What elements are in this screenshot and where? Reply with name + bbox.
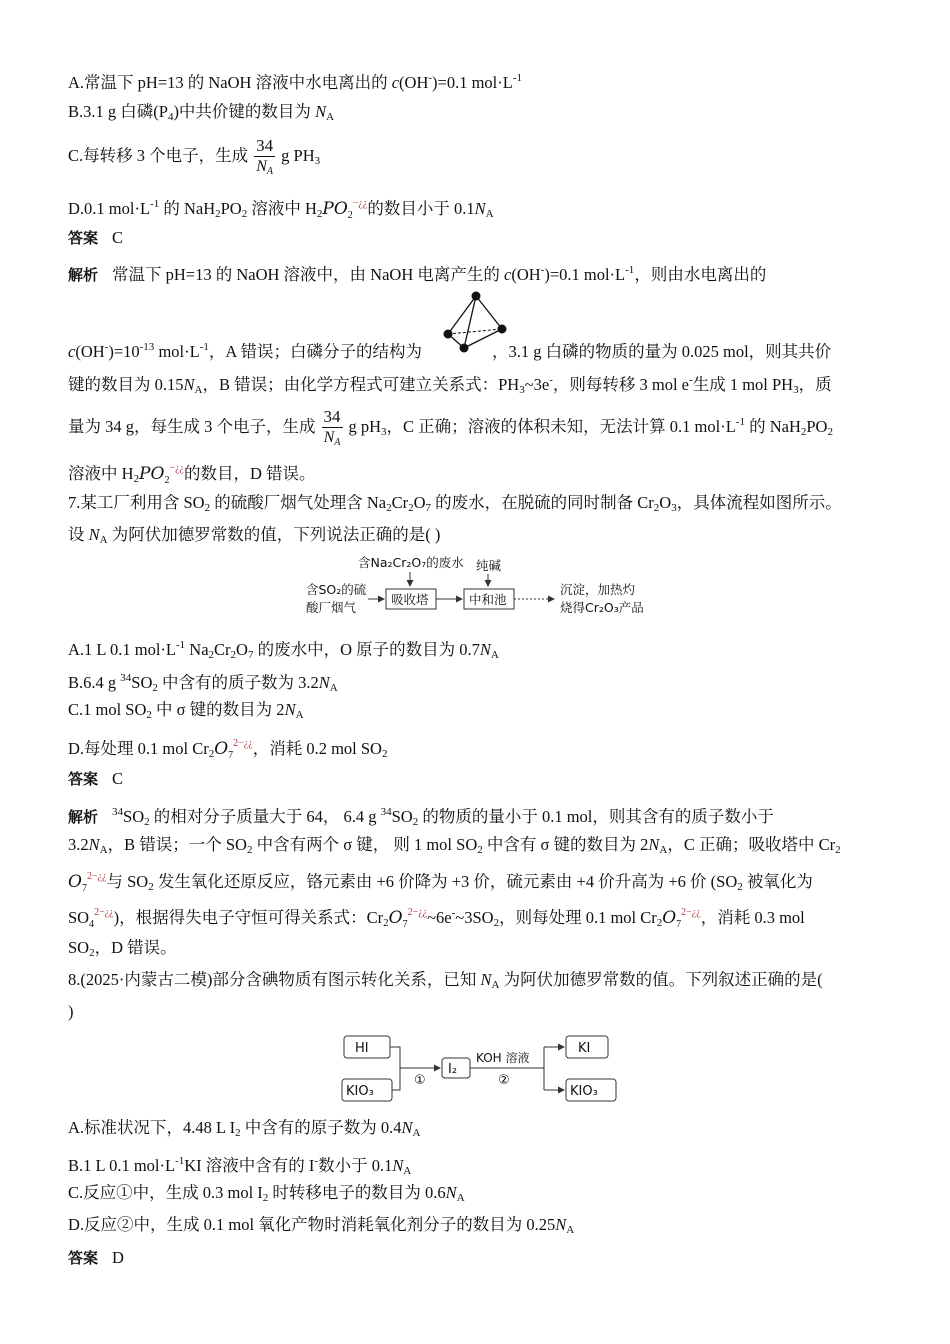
q7-explanation-line4: $SO_4^{2-¿¿}$)，根据得失电子守恒可得关系式：$Cr_2O_7^{2-¿¿}\sim 6e^-\sim 3SO_2$，则每处理 0.1 mol $Cr_2O_7^{2-¿¿}$，消耗 0.3 mol [68, 907, 805, 930]
q6-option-d: D.0.1 $mol\cdot L^{-1}$ 的 $NaH_2PO_2$ 溶液中 $H_2PO_2^{-¿¿}$的数目小于 $0.1N_A$ [68, 198, 494, 221]
flow-gas-label: 含SO₂的硫 [306, 582, 367, 597]
q8-stem-line2: ) [68, 1002, 74, 1021]
q7-stem-line2: 设 $N_A$ 为阿伏加德罗常数的值，下列说法正确的是( ) [68, 525, 441, 546]
flow-soda-label: 纯碱 [476, 558, 502, 573]
ki-label: KI [578, 1041, 591, 1056]
kio3-product-label: KIO₃ [570, 1084, 598, 1099]
q8-answer: 答案 D [68, 1248, 124, 1267]
i2-label: I₂ [448, 1062, 458, 1077]
q6-explanation-line3: 键的数目为 $0.15N_A$，B 错误；由化学方程式可建立关系式：$PH_3\sim 3e^-$，则每转移 3 mol e-生成 1 mol $PH_3$，质 [68, 374, 832, 396]
p-atom [472, 292, 481, 301]
q6-explanation-line1: 解析 常温下 pH=13 的 NaOH 溶液中，由 NaOH 电离产生的 c(OH-)=0.1 $mol\cdot L^{-1}$，则由水电离出的 [68, 264, 767, 284]
q7-option-c: C.1 mol $SO_2$ 中 σ 键的数目为 $2N_A$ [68, 700, 304, 721]
reagent-label: KOH 溶液 [476, 1051, 530, 1065]
step1-label: ① [414, 1073, 426, 1088]
p-bond [476, 296, 502, 329]
hi-label: HI [355, 1041, 369, 1056]
q7-option-b: B.6.4 g $^{34}SO_2$ 中含有的质子数为 $3.2N_A$ [68, 672, 338, 694]
step2-label: ② [498, 1073, 510, 1088]
q8-option-b: B.1 L 0.1 $mol\cdot L^{-1}KI$ 溶液中含有的 I-数小于 $0.1N_A$ [68, 1155, 412, 1177]
q7-answer: 答案 C [68, 769, 124, 788]
fraction: $\frac{34}{N_A}$ [256, 136, 274, 178]
flow-wastewater-label: 含Na₂Cr₂O₇的废水 [358, 555, 464, 570]
q7-option-a: A.1 L 0.1 $mol\cdot L^{-1}$ $Na_2Cr_2O_7$ 的废水中，O 原子的数目为 $0.7N_A$ [68, 639, 499, 661]
q6-option-b: B.3.1 g 白磷$(P_4)$中共价键的数目为 $N_A$ [68, 102, 335, 123]
flow-pool-label: 中和池 [469, 592, 507, 607]
q6-explanation-line2: $c(OH^-)=10^{-13}$ $mol\cdot L^{-1}$，A 错误；白磷分子的结构为 ，3.1 g 白磷的物质的量为 0.025 mol，则其共价 [68, 341, 832, 361]
q7-flow-diagram [300, 552, 660, 624]
flow-gas-label: 酸厂烟气 [306, 600, 357, 615]
q8-option-d: D.反应②中，生成 0.1 mol 氧化产物时消耗氧化剂分子的数目为 $0.25N_A$ [68, 1215, 575, 1236]
q6-answer: 答案 C [68, 228, 124, 247]
q6-explanation-line5: 溶液中 $H_2PO_2^{-¿¿}$的数目，D 错误。 [68, 463, 316, 486]
flow-product-label: 沉淀，加热灼 [560, 582, 636, 597]
q7-explanation-line3: $O_7^{2-¿¿}$与 $SO_2$ 发生氧化还原反应，铬元素由 +6 价降为 +3 价，硫元素由 +4 价升高为 +6 价 ($SO_2$ 被氧化为 [68, 871, 813, 894]
q6-option-c: C.每转移 3 个电子，生成 $\frac{34}{N_A}$ g $PH_3$ [68, 136, 321, 178]
flow-tower-label: 吸收塔 [391, 592, 429, 607]
fraction: $\frac{34}{N_A}$ [323, 407, 341, 449]
kio3-label: KIO₃ [346, 1084, 374, 1099]
q8-option-a: A.标准状况下，4.48 L $I_2$ 中含有的原子数为 $0.4N_A$ [68, 1118, 421, 1139]
q6-explanation-line4: 量为 34 g，每生成 3 个电子，生成 $\frac{34}{N_A}$ g $pH_3$，C 正确；溶液的体积未知，无法计算 0.1 $mol\cdot L^{-1}$ 的 $NaH_2PO_2$ [68, 407, 833, 449]
q8-stem-line1: 8.(2025·内蒙古二模)部分含碘物质有图示转化关系，已知 $N_A$ 为阿伏加德罗常数的值。下列叙述正确的是( [68, 970, 823, 991]
q7-explanation-line5: $SO_2$，D 错误。 [68, 938, 177, 959]
q7-explanation-line1: 解析 $^{34}SO_2$ 的相对分子质量大于 64， 6.4 g $^{34}SO_2$ 的物质的量小于 0.1 mol，则其含有的质子数小于 [68, 806, 774, 828]
q7-explanation-line2: $3.2N_A$，B 错误；一个 $SO_2$ 中含有两个 σ 键， 则 1 mol $SO_2$ 中含有 σ 键的数目为 $2N_A$，C 正确；吸收塔中 $Cr_2$ [68, 835, 841, 856]
p-atom [498, 325, 507, 334]
q8-option-c: C.反应①中，生成 0.3 mol $I_2$ 时转移电子的数目为 $0.6N_A$ [68, 1183, 465, 1204]
q6-option-a: A.常温下 pH=13 的 NaOH 溶液中水电离出的 c(OH-)=0.1 $mol\cdot L^{-1}$ [68, 72, 523, 92]
q8-iodine-diagram [338, 1030, 618, 1106]
flow-product-label: 烧得Cr₂O₃产品 [560, 600, 644, 615]
q7-option-d: D.每处理 0.1 mol $Cr_2O_7^{2-¿¿}$，消耗 0.2 mol $SO_2$ [68, 738, 388, 761]
q7-stem-line1: 7.某工厂利用含 $SO_2$ 的硫酸厂烟气处理含 $Na_2Cr_2O_7$ 的废水，在脱硫的同时制备 $Cr_2O_3$，具体流程如图所示。 [68, 493, 842, 514]
